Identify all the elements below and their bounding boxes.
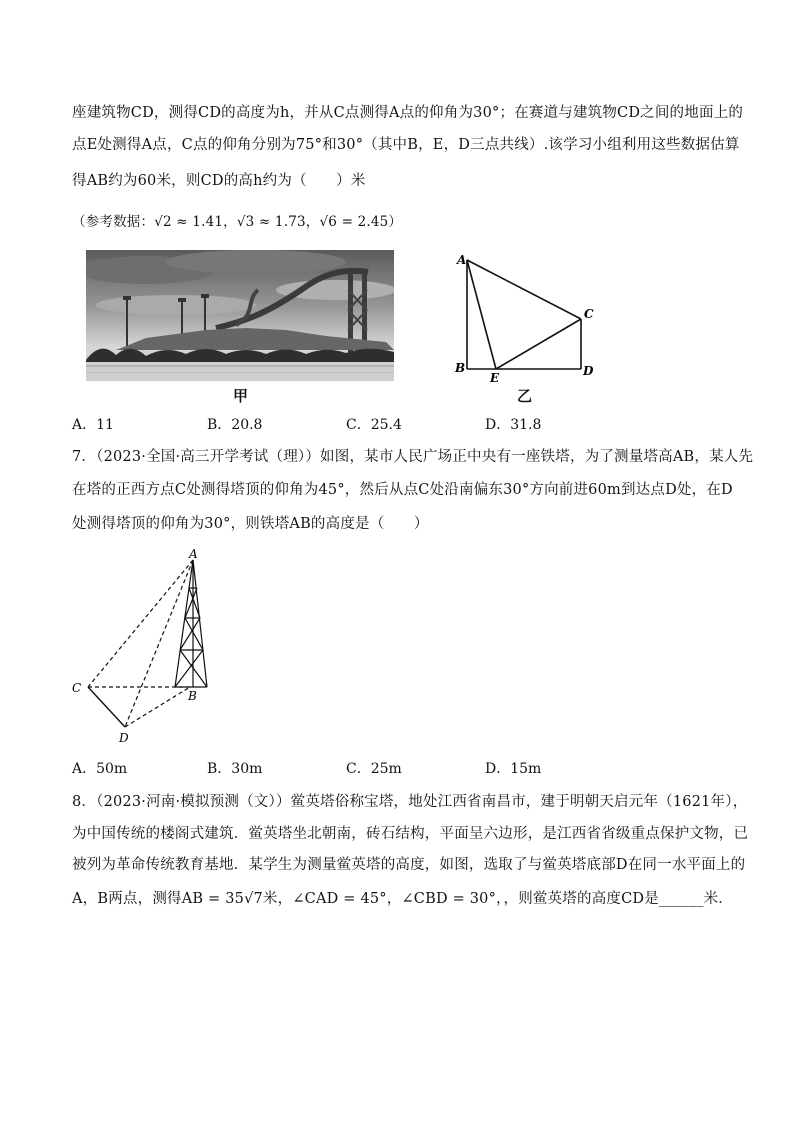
- label-E: E: [490, 371, 500, 385]
- q6-text-line1: 座建筑物CD，测得CD的高度为h，并从C点测得A点的仰角为30°；在赛道与建筑物CD之间的地面上的: [72, 105, 744, 121]
- q7-text-line2: 在塔的正西方点C处测得塔顶的仰角为45°，然后从点C处沿南偏东30°方向前进60m到达点D处，在D: [72, 482, 733, 498]
- segment-AC: [467, 260, 581, 319]
- label-B: B: [188, 689, 197, 703]
- q6-option-d[interactable]: D．31.8: [485, 417, 542, 433]
- label-B: B: [455, 361, 466, 375]
- q6-option-b[interactable]: B．20.8: [207, 417, 263, 433]
- q7-option-b[interactable]: B．30m: [207, 761, 263, 777]
- q8-text-line3: 被列为革命传统教育基地．某学生为测量鲎英塔的高度，如图，选取了与鲎英塔底部D在同一水平面上的: [72, 857, 746, 873]
- q6-option-c[interactable]: C．25.4: [346, 417, 402, 433]
- q8-text-line4: A，B两点，测得AB = 35√7米，∠CAD = 45°，∠CBD = 30°，，则鲎英塔的高度CD是______米．: [72, 891, 734, 907]
- q8-text-line2: 为中国传统的楼阁式建筑．鲎英塔坐北朝南，砖石结构，平面呈六边形，是江西省省级重点保护文物，已: [72, 826, 749, 842]
- q6-diagram: [450, 248, 610, 388]
- q6-reference-data: （参考数据：√2 ≈ 1.41，√3 ≈ 1.73，√6 = 2.45）: [72, 214, 403, 230]
- label-D: D: [119, 731, 129, 745]
- q7-option-d[interactable]: D．15m: [485, 761, 542, 777]
- segment-AE: [467, 260, 496, 369]
- label-C: C: [72, 681, 82, 695]
- label-C: C: [584, 307, 594, 321]
- segment-EC: [496, 319, 581, 369]
- q7-text-line1: 7．（2023·全国·高三开学考试（理））如图，某市人民广场正中央有一座铁塔，为了测量塔高AB，某人先: [72, 449, 754, 465]
- label-D: D: [583, 364, 594, 378]
- q7-option-a[interactable]: A．50m: [72, 761, 128, 777]
- q6-option-a[interactable]: A．11: [72, 417, 114, 433]
- diagram-caption: 乙: [517, 387, 533, 405]
- q6-text-line3: 得AB约为60米，则CD的高h约为（ ）米: [72, 173, 366, 189]
- q8-text-line1: 8．（2023·河南·模拟预测（文））鲎英塔俗称宝塔，地处江西省南昌市，建于明朝天启元年（1621年），: [72, 794, 748, 810]
- q7-text-line3: 处测得塔顶的仰角为30°，则铁塔AB的高度是（ ）: [72, 516, 429, 532]
- ski-jump-photo: [86, 250, 394, 381]
- q7-tower-diagram: [68, 546, 218, 746]
- photo-caption: 甲: [233, 387, 249, 405]
- label-A: A: [457, 253, 467, 267]
- label-A: A: [189, 547, 198, 561]
- q6-text-line2: 点E处测得A点，C点的仰角分别为75°和30°（其中B，E，D三点共线）.该学习小组利用这些数据估算: [72, 137, 740, 153]
- q7-option-c[interactable]: C．25m: [346, 761, 402, 777]
